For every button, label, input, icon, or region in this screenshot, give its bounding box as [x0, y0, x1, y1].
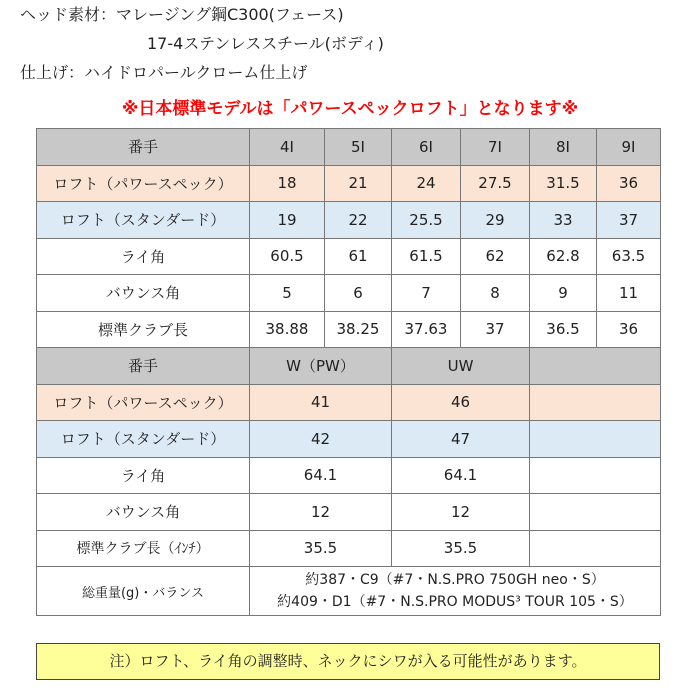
table-cell: 36.5: [530, 311, 597, 348]
table2-header-label: 番手: [37, 348, 250, 385]
table-cell: 36: [597, 165, 661, 202]
row-label-loft-power: ロフト（パワースペック）: [37, 384, 250, 421]
table-cell: 63.5: [597, 238, 661, 275]
table-cell: 46: [392, 384, 530, 421]
table-cell: 24: [392, 165, 461, 202]
head-material-body: 17-4ステンレススチール(ボディ): [147, 34, 384, 53]
row-label-bounce-angle: バウンス角: [37, 275, 250, 312]
col-9i: 9I: [597, 129, 661, 166]
table-cell: 25.5: [392, 202, 461, 239]
row-label-loft-standard: ロフト（スタンダード）: [37, 421, 250, 458]
table-cell: 11: [597, 275, 661, 312]
finish-label: 仕上げ：: [20, 63, 85, 82]
row-label-bounce-angle: バウンス角: [37, 494, 250, 531]
col-7i: 7I: [461, 129, 530, 166]
table-cell: 31.5: [530, 165, 597, 202]
table-row: [37, 494, 661, 531]
table-cell: 47: [392, 421, 530, 458]
table1-header-label: 番手: [37, 129, 250, 166]
table-cell: 61.5: [392, 238, 461, 275]
table-cell-empty: [530, 421, 661, 458]
table-row: [37, 567, 661, 616]
table-cell: 62: [461, 238, 530, 275]
table-cell: 38.25: [325, 311, 392, 348]
table-row: [37, 165, 661, 202]
table-cell: 37.63: [392, 311, 461, 348]
col-uw: UW: [392, 348, 530, 385]
col-w-pw: W（PW）: [250, 348, 392, 385]
table-cell: 27.5: [461, 165, 530, 202]
table-cell-empty: [530, 384, 661, 421]
table-cell: 12: [392, 494, 530, 531]
table-cell: 61: [325, 238, 392, 275]
head-material-label: ヘッド素材：: [20, 5, 117, 24]
table-cell: 35.5: [392, 530, 530, 567]
table-row: [37, 311, 661, 348]
table-cell: 6: [325, 275, 392, 312]
table-cell: 22: [325, 202, 392, 239]
head-material-face: マレージング鋼C300(フェース): [116, 5, 344, 24]
finish-line: [20, 60, 307, 83]
table-row: [37, 457, 661, 494]
table-row: [37, 421, 661, 458]
table-cell: 9: [530, 275, 597, 312]
table-cell: 5: [250, 275, 325, 312]
table-row: [37, 275, 661, 312]
finish-value: ハイドロパールクローム仕上げ: [84, 63, 308, 82]
notice-japan-standard: ※日本標準モデルは「パワースペックロフト」となります※: [121, 99, 579, 119]
row-label-loft-power: ロフト（パワースペック）: [37, 165, 250, 202]
table-cell: 38.88: [250, 311, 325, 348]
table-cell-empty: [530, 457, 661, 494]
table-cell: 64.1: [392, 457, 530, 494]
table-cell: 64.1: [250, 457, 392, 494]
table-cell: 19: [250, 202, 325, 239]
table1-header-row: [37, 129, 661, 166]
table-row: [37, 238, 661, 275]
table2-header-row: [37, 348, 661, 385]
table-row: [37, 530, 661, 567]
table-cell: 29: [461, 202, 530, 239]
row-label-lie-angle: ライ角: [37, 238, 250, 275]
row-label-loft-standard: ロフト（スタンダード）: [37, 202, 250, 239]
table-row: [37, 202, 661, 239]
table-cell: 42: [250, 421, 392, 458]
weight-balance-cell: [250, 567, 661, 616]
weight-line-modus: 約409・D1（#7・N.S.PRO MODUS³ TOUR 105・S）: [277, 594, 633, 610]
col-8i: 8I: [530, 129, 597, 166]
table-cell: 7: [392, 275, 461, 312]
table-cell: 37: [461, 311, 530, 348]
table-cell: 37: [597, 202, 661, 239]
spec-table: [36, 128, 661, 616]
table-cell: 60.5: [250, 238, 325, 275]
row-label-club-length: 標準クラブ長: [37, 311, 250, 348]
col-4i: 4I: [250, 129, 325, 166]
table-cell: 35.5: [250, 530, 392, 567]
table-cell: 21: [325, 165, 392, 202]
row-label-lie-angle: ライ角: [37, 457, 250, 494]
row-label-club-length-inch: 標準クラブ長（ｲﾝﾁ）: [37, 530, 250, 567]
table-cell: 18: [250, 165, 325, 202]
table-cell: 12: [250, 494, 392, 531]
header-blank-cell: [530, 348, 661, 385]
col-5i: 5I: [325, 129, 392, 166]
table-cell: 41: [250, 384, 392, 421]
weight-line-750gh: 約387・C9（#7・N.S.PRO 750GH neo・S）: [305, 572, 605, 588]
table-cell: 36: [597, 311, 661, 348]
table-cell-empty: [530, 494, 661, 531]
head-material-face-line: [20, 2, 344, 25]
adjustment-note: 注）ロフト、ライ角の調整時、ネックにシワが入る可能性があります。: [36, 643, 660, 680]
col-6i: 6I: [392, 129, 461, 166]
row-label-weight-balance: 総重量(g)・バランス: [37, 567, 250, 616]
table-cell: 8: [461, 275, 530, 312]
table-cell: 33: [530, 202, 597, 239]
table-cell: 62.8: [530, 238, 597, 275]
table-row: [37, 384, 661, 421]
table-cell-empty: [530, 530, 661, 567]
